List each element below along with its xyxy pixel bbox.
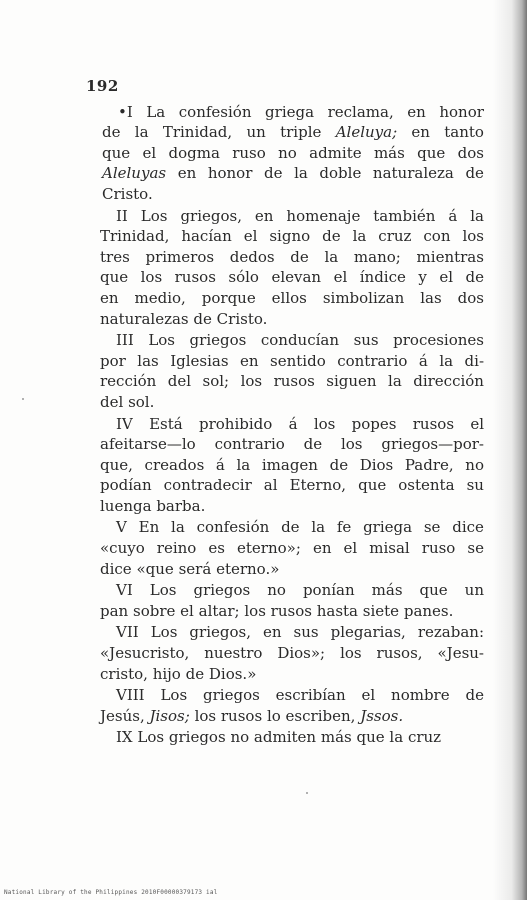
text-line: VI Los griegos no ponían más que un <box>116 581 484 600</box>
text-line: Trinidad, hacían el signo de la cruz con los <box>100 227 484 246</box>
paragraphs-container <box>86 102 484 748</box>
scan-speck <box>22 398 24 400</box>
text-line: naturalezas de Cristo. <box>100 309 268 328</box>
scan-footer: National Library of the Philippines 2010F00000379173 ial <box>4 889 218 896</box>
text-line: cristo, hijo de Dios.» <box>100 664 257 683</box>
paragraph <box>86 206 484 330</box>
page-number: 192 <box>86 77 119 95</box>
text-line: V En la confesión de la fe griega se dice <box>116 518 484 537</box>
text-line: que, creados á la imagen de Dios Padre, no <box>100 455 484 474</box>
paragraph <box>86 727 484 748</box>
paragraph <box>86 685 484 726</box>
paragraph <box>86 622 484 684</box>
text-line: Cristo. <box>102 184 153 203</box>
text-line: que el dogma ruso no admite más que dos <box>102 143 484 162</box>
text-line: dice «que será eterno.» <box>100 559 280 578</box>
text-line: afeitarse—lo contrario de los griegos—por- <box>100 435 484 454</box>
paragraph <box>86 414 484 517</box>
text-line: de la Trinidad, un triple Aleluya; en tanto <box>102 123 484 142</box>
text-line: •I La confesión griega reclama, en honor <box>118 102 484 121</box>
paragraph <box>86 102 484 205</box>
text-line: pan sobre el altar; los rusos hasta siete panes. <box>100 601 454 620</box>
text-line: rección del sol; los rusos siguen la dirección <box>100 372 484 391</box>
text-line: podían contradecir al Eterno, que ostenta su <box>100 476 484 495</box>
text-line: III Los griegos conducían sus procesiones <box>116 331 484 350</box>
paragraph <box>86 330 484 412</box>
text-line: VIII Los griegos escribían el nombre de <box>116 686 484 705</box>
text-line: Aleluyas en honor de la doble naturaleza de <box>102 164 484 183</box>
text-line: por las Iglesias en sentido contrario á la di- <box>100 351 485 370</box>
text-line: IX Los griegos no admiten más que la cruz <box>116 728 442 747</box>
text-line: tres primeros dedos de la mano; mientras <box>100 247 484 266</box>
text-line: del sol. <box>100 392 155 411</box>
text-line: en medio, porque ellos simbolizan las dos <box>100 288 484 307</box>
text-line: VII Los griegos, en sus plegarias, rezaban: <box>116 623 484 642</box>
text-line: II Los griegos, en homenaje también á la <box>116 206 484 225</box>
paragraph <box>86 517 484 579</box>
text-line: que los rusos sólo elevan el índice y el de <box>100 268 484 287</box>
text-line: «cuyo reino es eterno»; en el misal ruso se <box>100 539 484 558</box>
scan-speck <box>306 792 308 794</box>
page-text <box>86 76 484 749</box>
text-line: Jesús, Jisos; los rusos lo escriben, Jssos. <box>100 706 404 725</box>
text-line: IV Está prohibido á los popes rusos el <box>116 414 485 433</box>
paragraph <box>86 580 484 621</box>
page-gutter-shadow <box>493 0 527 900</box>
text-line: «Jesucristo, nuestro Dios»; los rusos, «Jesu- <box>100 644 484 663</box>
text-line: luenga barba. <box>100 496 206 515</box>
